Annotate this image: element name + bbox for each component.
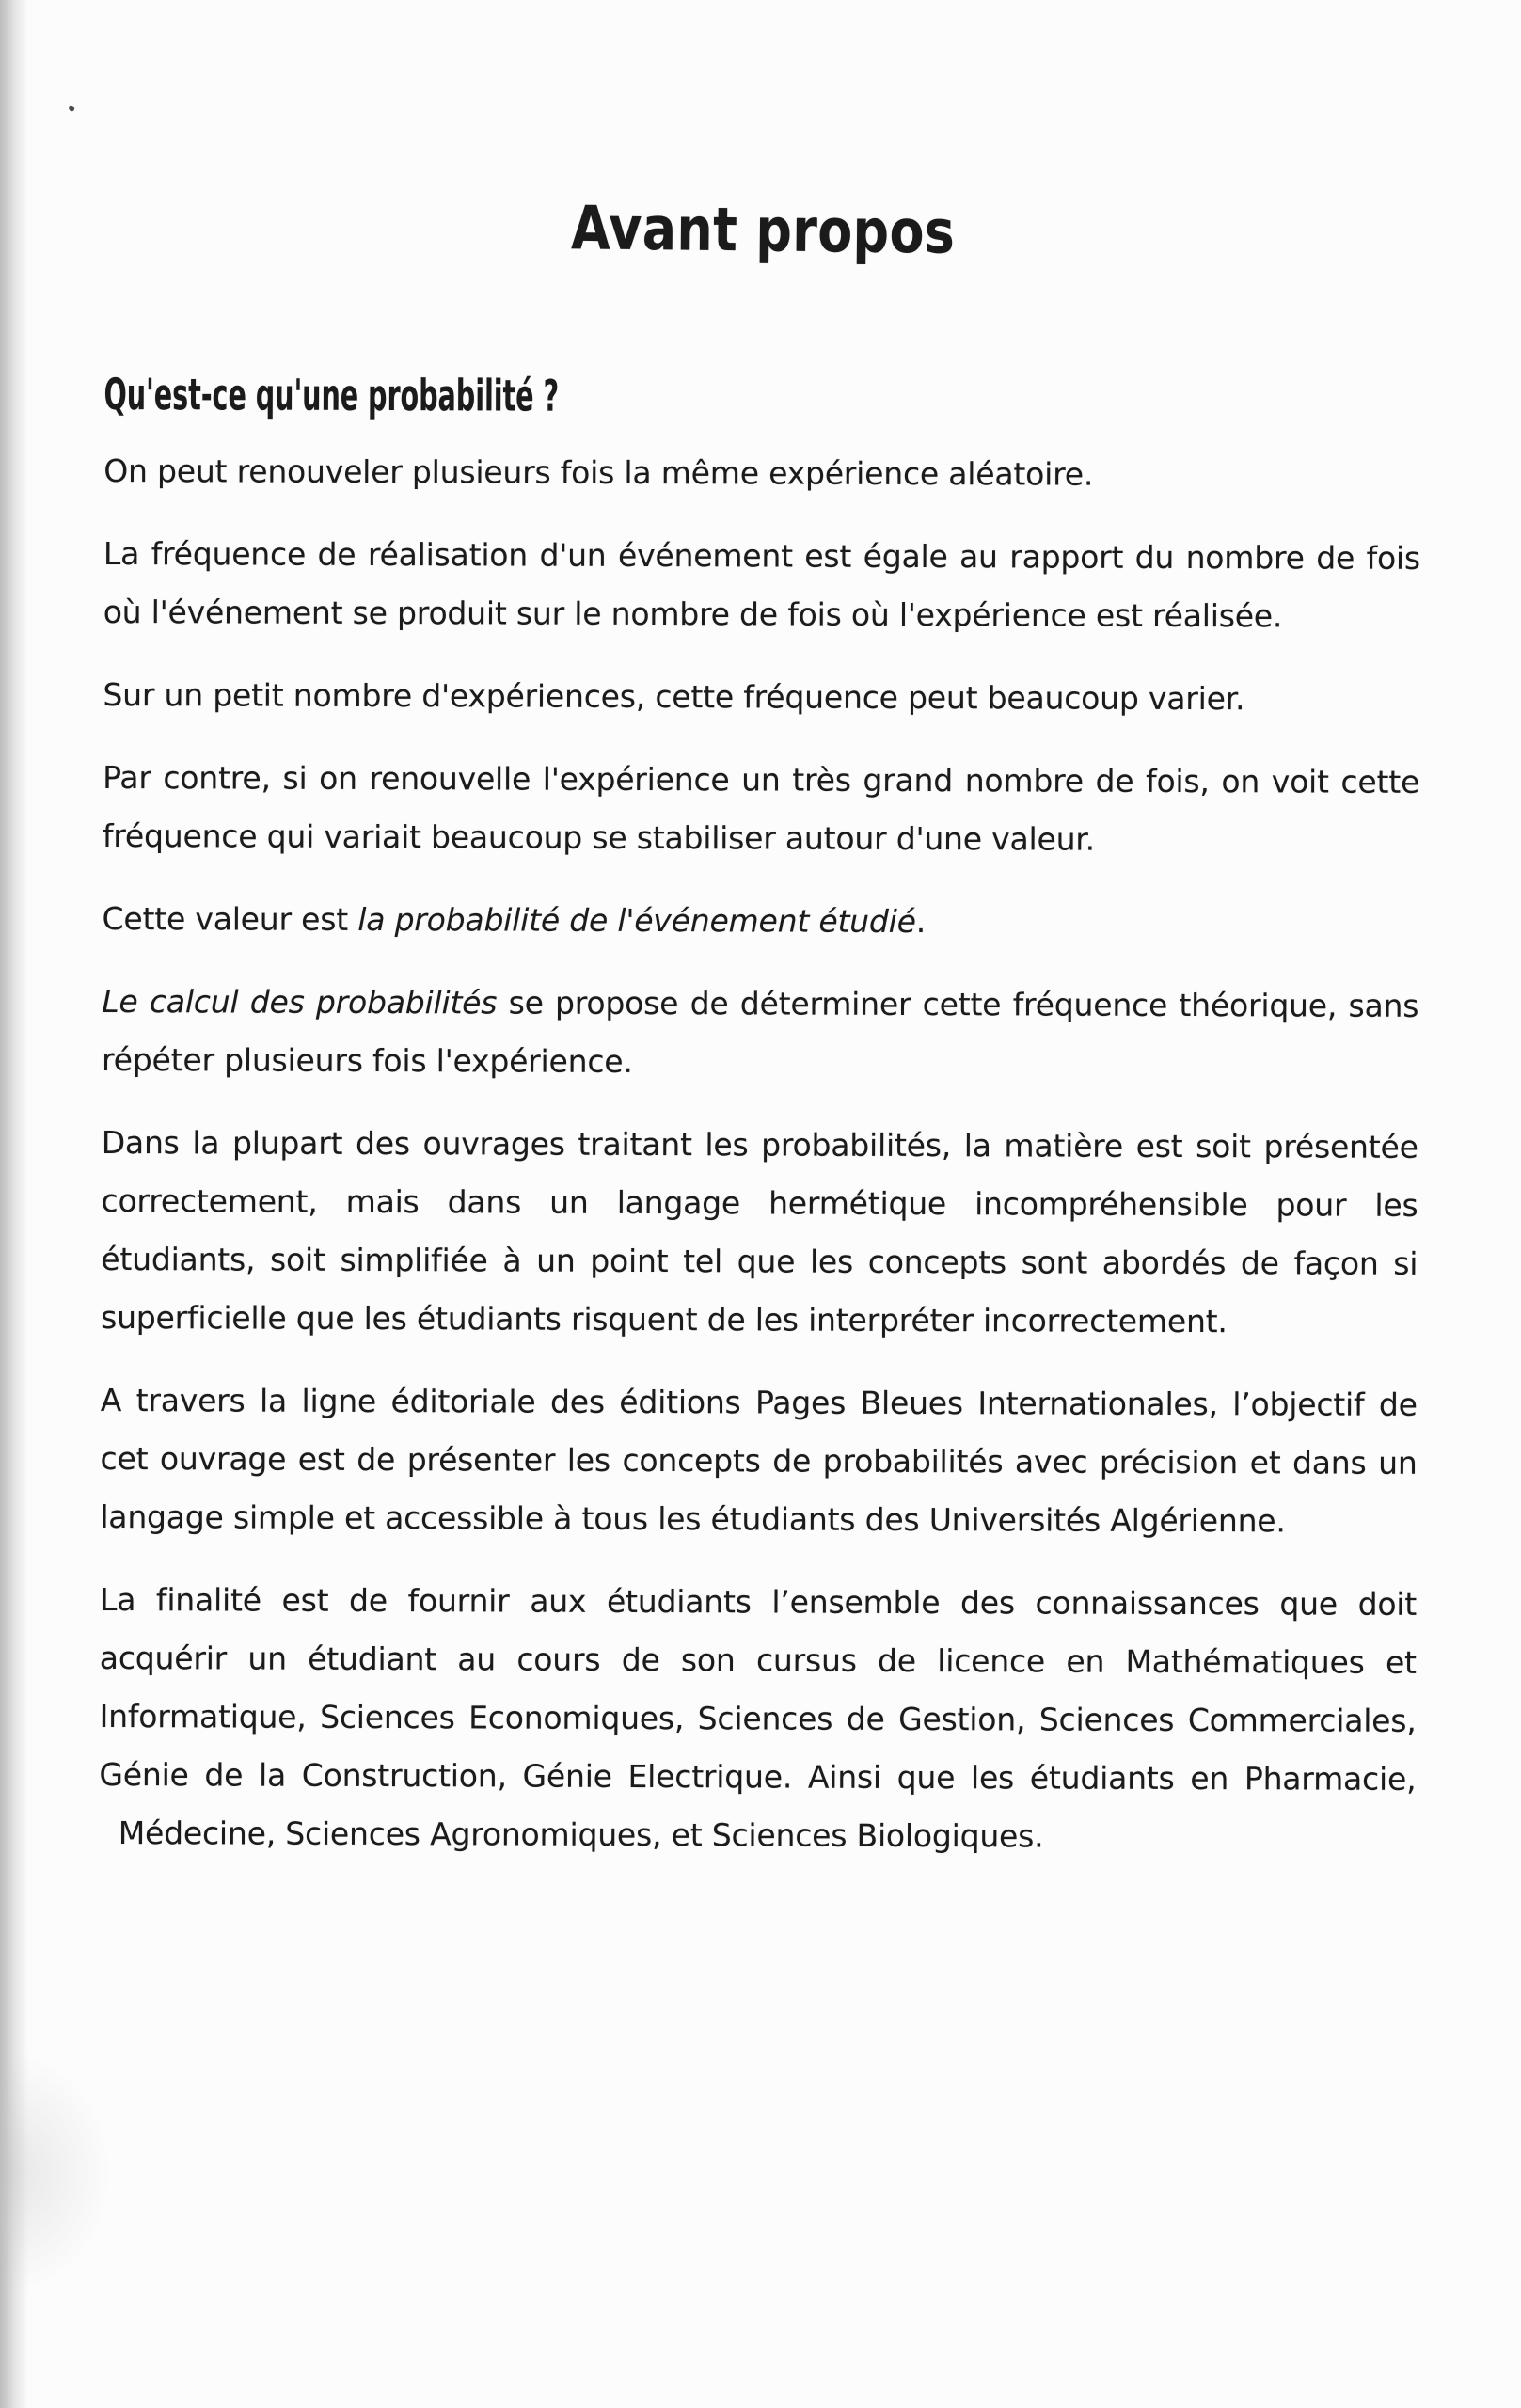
page-content <box>99 0 1422 1867</box>
paragraph-6 <box>102 973 1418 1094</box>
text-run: A travers la ligne éditoriale des éditions Pages Bleues Internationales, l’objectif de cet ouvrage est de présenter les concepts de probabilités avec précision et dans un langage simple et accessible à tous les étudiants des Universités Algérienne. <box>100 1381 1418 1540</box>
page-title-text: Avant propos <box>570 194 956 268</box>
text-run: . <box>915 903 927 941</box>
scan-corner-shade <box>0 2051 113 2295</box>
paragraph-5 <box>102 890 1418 953</box>
paragraph-1 <box>103 442 1420 505</box>
paragraph-3 <box>103 666 1419 729</box>
paragraph-2 <box>103 525 1420 646</box>
page-title <box>104 194 1421 268</box>
text-run: On peut renouveler plusieurs fois la même expérience aléatoire. <box>103 452 1094 493</box>
text-run: Cette valeur est <box>102 899 358 938</box>
italic-run: Le calcul des probabilités <box>102 982 498 1022</box>
italic-run: la probabilité de l'événement étudié <box>357 900 916 941</box>
text-run: Sur un petit nombre d'expériences, cette fréquence peut beaucoup varier. <box>103 675 1245 718</box>
scan-speck <box>68 105 75 112</box>
paragraph-4 <box>103 749 1419 870</box>
text-run: La fréquence de réalisation d'un événement est égale au rapport du nombre de fois où l'événement se produit sur le nombre de fois où l'expérience est réalisée. <box>103 534 1421 635</box>
section-heading-text: Qu'est-ce qu'une probabilité ? <box>103 368 560 421</box>
text-run: Dans la plupart des ouvrages traitant les probabilités, la matière est soit présentée correctement, mais dans un langage hermétique incompréhensible pour les étudiants, soit simplifiée à un point tel que les concepts sont abordés de façon si superficielle que les étudiants risquent de les interpréter incorrectement. <box>101 1123 1418 1340</box>
paragraph-7 <box>101 1114 1418 1352</box>
text-run: La finalité est de fournir aux étudiants l’ensemble des connaissances que doit acquérir un étudiant au cours de son cursus de licence en Mathématiques et Informatique, Sciences Economiques, Sciences de Gestion, Sciences Commerciales, Génie de la Construction, Génie Electrique. Ainsi que les étudiants en Pharmacie, Médecine, Sciences Agronomiques, et Sciences Biologiques. <box>99 1580 1418 1855</box>
paragraph-8 <box>100 1371 1418 1551</box>
paragraph-9 <box>99 1571 1417 1867</box>
scan-edge-shadow <box>0 0 28 2408</box>
body-paragraphs <box>99 442 1420 1867</box>
section-heading <box>103 369 1420 424</box>
text-run: se propose de déterminer cette fréquence théorique, sans répéter plusieurs fois l'expérience. <box>101 984 1419 1080</box>
text-run: Par contre, si on renouvelle l'expérience un très grand nombre de fois, on voit cette fréquence qui variait beaucoup se stabiliser autour d'une valeur. <box>102 758 1420 858</box>
